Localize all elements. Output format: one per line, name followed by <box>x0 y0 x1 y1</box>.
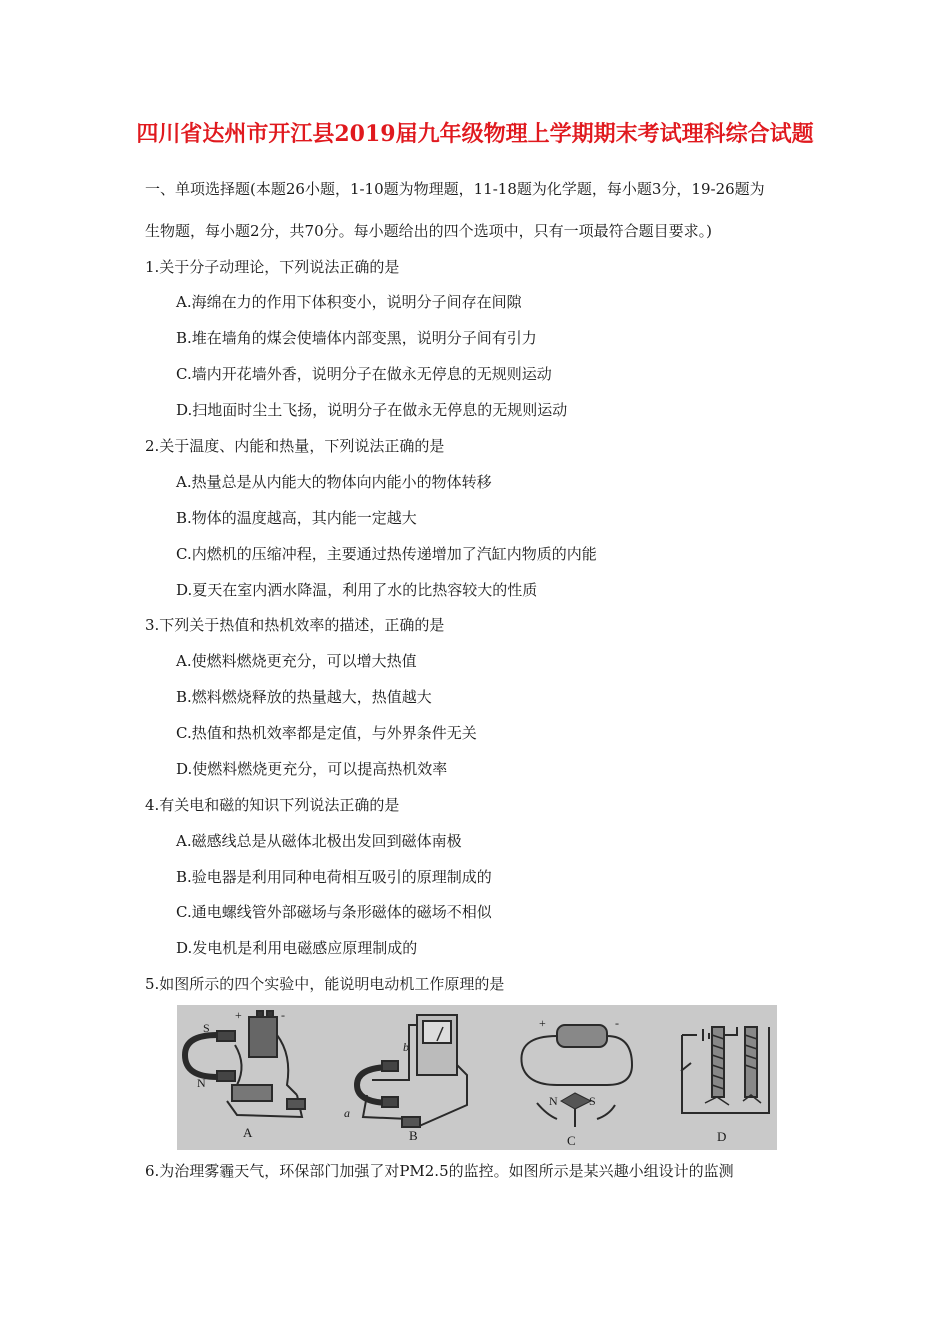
question-2-stem: 2.关于温度、内能和热量，下列说法正确的是 <box>145 437 445 455</box>
question-3-option-c: C.热值和热机效率都是定值，与外界条件无关 <box>176 724 477 742</box>
question-5-stem: 5.如图所示的四个实验中，能说明电动机工作原理的是 <box>145 975 505 993</box>
question-4-stem: 4.有关电和磁的知识下列说法正确的是 <box>145 796 400 814</box>
question-1-stem: 1.关于分子动理论，下列说法正确的是 <box>145 258 400 276</box>
question-4-option-a: A.磁感线总是从磁体北极出发回到磁体南极 <box>176 832 462 850</box>
question-2-option-b: B.物体的温度越高，其内能一定越大 <box>176 509 417 527</box>
experiment-figure <box>177 1005 777 1150</box>
experiment-d <box>681 1027 769 1144</box>
experiment-a <box>185 1008 305 1140</box>
caption-c: C <box>567 1133 576 1148</box>
question-1-option-d: D.扫地面时尘土飞扬，说明分子在做永无停息的无规则运动 <box>176 401 568 419</box>
label-minus-c: - <box>615 1016 619 1030</box>
label-a-b: a <box>344 1106 350 1120</box>
question-3-option-b: B.燃料燃烧释放的热量越大，热值越大 <box>176 688 432 706</box>
label-n-c: N <box>549 1094 558 1108</box>
label-s-c: S <box>589 1094 596 1108</box>
caption-d: D <box>717 1129 727 1144</box>
question-1-option-b: B.堆在墙角的煤会使墙体内部变黑，说明分子间有引力 <box>176 329 537 347</box>
question-6-stem: 6.为治理雾霾天气，环保部门加强了对PM2.5的监控。如图所示是某兴趣小组设计的监测 <box>145 1162 734 1180</box>
question-2-option-c: C.内燃机的压缩冲程，主要通过热传递增加了汽缸内物质的内能 <box>176 545 597 563</box>
question-1-option-c: C.墙内开花墙外香，说明分子在做永无停息的无规则运动 <box>176 365 552 383</box>
question-2-option-d: D.夏天在室内洒水降温，利用了水的比热容较大的性质 <box>176 581 538 599</box>
question-3-option-d: D.使燃料燃烧更充分，可以提高热机效率 <box>176 760 448 778</box>
label-n-a: N <box>197 1076 206 1090</box>
label-plus-a: + <box>235 1008 242 1022</box>
question-4-option-c: C.通电螺线管外部磁场与条形磁体的磁场不相似 <box>176 903 492 921</box>
section-intro-line-1: 一、单项选择题(本题26小题，1-10题为物理题，11-18题为化学题，每小题3分，19-26题为 <box>145 180 765 198</box>
experiment-c <box>521 1016 632 1148</box>
label-plus-c: + <box>539 1016 546 1030</box>
experiment-b <box>344 1015 467 1143</box>
label-minus-a: - <box>281 1008 285 1022</box>
question-1-option-a: A.海绵在力的作用下体积变小，说明分子间存在间隙 <box>176 293 522 311</box>
caption-b: B <box>409 1128 418 1143</box>
question-3-option-a: A.使燃料燃烧更充分，可以增大热值 <box>176 652 417 670</box>
question-4-option-d: D.发电机是利用电磁感应原理制成的 <box>176 939 418 957</box>
label-s-a: S <box>203 1021 210 1035</box>
question-4-option-b: B.验电器是利用同种电荷相互吸引的原理制成的 <box>176 868 492 886</box>
question-2-option-a: A.热量总是从内能大的物体向内能小的物体转移 <box>176 473 492 491</box>
section-intro-line-2: 生物题，每小题2分，共70分。每小题给出的四个选项中，只有一项最符合题目要求。) <box>145 222 712 240</box>
question-3-stem: 3.下列关于热值和热机效率的描述，正确的是 <box>145 616 445 634</box>
document-title: 四川省达州市开江县2019届九年级物理上学期期末考试理科综合试题 <box>136 121 814 147</box>
label-b-b: b <box>403 1040 409 1054</box>
caption-a: A <box>243 1125 253 1140</box>
